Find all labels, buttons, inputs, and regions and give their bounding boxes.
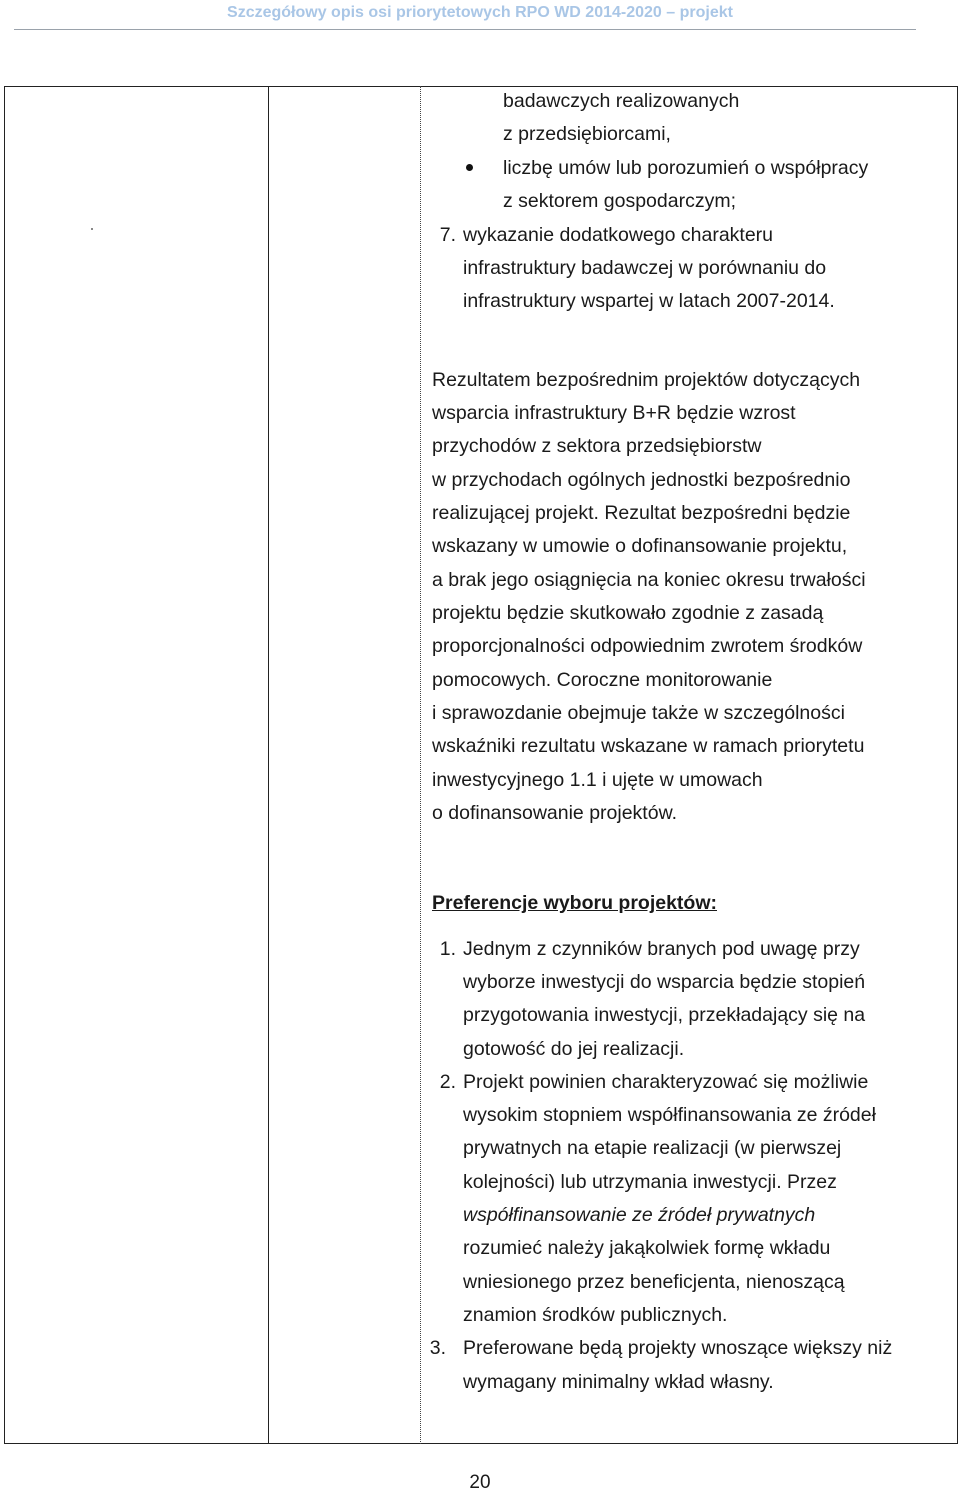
page-number: 20 bbox=[469, 1472, 491, 1493]
preference-2-line: kolejności) lub utrzymania inwestycji. Przez bbox=[463, 1171, 837, 1193]
bullet-continuation-line-1: badawczych realizowanych bbox=[503, 90, 740, 112]
preference-3-number: 3. bbox=[429, 1337, 446, 1359]
item-7-line-1: wykazanie dodatkowego charakteru bbox=[463, 224, 774, 246]
result-paragraph-line: i sprawozdanie obejmuje także w szczególności bbox=[432, 702, 845, 724]
preference-2-line: znamion środków publicznych. bbox=[463, 1304, 728, 1326]
preference-3-line: Preferowane będą projekty wnoszące większy niż bbox=[463, 1337, 893, 1359]
preference-1-line: wyborze inwestycji do wsparcia będzie stopień bbox=[463, 971, 866, 993]
preference-1-line: Jednym z czynników branych pod uwagę przy bbox=[463, 938, 860, 960]
preferences-heading: Preferencje wyboru projektów: bbox=[432, 892, 717, 914]
header-divider bbox=[14, 29, 916, 30]
preference-2-line: rozumieć należy jakąkolwiek formę wkładu bbox=[463, 1237, 831, 1259]
preference-2-line: Projekt powinien charakteryzować się możliwie bbox=[463, 1071, 869, 1093]
bullet-item-line-2: z sektorem gospodarczym; bbox=[503, 190, 737, 212]
preference-2-line-italic: współfinansowanie ze źródeł prywatnych bbox=[463, 1204, 816, 1226]
preference-1-line: gotowość do jej realizacji. bbox=[463, 1038, 685, 1060]
column-divider-1 bbox=[268, 86, 269, 1444]
result-paragraph-line: realizującej projekt. Rezultat bezpośredni będzie bbox=[432, 502, 851, 524]
preference-2-line: wniesionego przez beneficjenta, nienoszącą bbox=[463, 1271, 845, 1293]
preference-2-number: 2. bbox=[439, 1071, 456, 1093]
preference-1-line: przygotowania inwestycji, przekładający się na bbox=[463, 1004, 866, 1026]
result-paragraph-line: inwestycyjnego 1.1 i ujęte w umowach bbox=[432, 769, 763, 791]
bullet-item-line-1: liczbę umów lub porozumień o współpracy bbox=[503, 157, 869, 179]
cell-dot-mark bbox=[91, 228, 93, 230]
result-paragraph-line: przychodów z sektora przedsiębiorstw bbox=[432, 435, 762, 457]
result-paragraph-line: w przychodach ogólnych jednostki bezpośrednio bbox=[432, 469, 851, 491]
result-paragraph-line: wsparcia infrastruktury B+R będzie wzrost bbox=[432, 402, 796, 424]
preference-1-number: 1. bbox=[439, 938, 456, 960]
result-paragraph-line: o dofinansowanie projektów. bbox=[432, 802, 677, 824]
result-paragraph-line: wskazany w umowie o dofinansowanie projektu, bbox=[432, 535, 848, 557]
result-paragraph-line: proporcjonalności odpowiednim zwrotem środków bbox=[432, 635, 863, 657]
result-paragraph-line: Rezultatem bezpośrednim projektów dotyczących bbox=[432, 369, 861, 391]
bullet-dot bbox=[466, 164, 473, 171]
preference-2-line: wysokim stopniem współfinansowania ze źródeł bbox=[463, 1104, 876, 1126]
document-header: Szczegółowy opis osi priorytetowych RPO WD 2014-2020 – projekt bbox=[227, 4, 733, 21]
result-paragraph-line: projektu będzie skutkowało zgodnie z zasadą bbox=[432, 602, 824, 624]
preference-2-line: prywatnych na etapie realizacji (w pierwszej bbox=[463, 1137, 842, 1159]
item-7-line-2: infrastruktury badawczej w porównaniu do bbox=[463, 257, 827, 279]
result-paragraph-line: pomocowych. Coroczne monitorowanie bbox=[432, 669, 773, 691]
result-paragraph-line: wskaźniki rezultatu wskazane w ramach priorytetu bbox=[432, 735, 865, 757]
result-paragraph-line: a brak jego osiągnięcia na koniec okresu trwałości bbox=[432, 569, 866, 591]
bullet-continuation-line-2: z przedsiębiorcami, bbox=[503, 123, 671, 145]
column-divider-2 bbox=[420, 86, 421, 1444]
preference-3-line: wymagany minimalny wkład własny. bbox=[463, 1371, 774, 1393]
item-7-number: 7. bbox=[439, 224, 456, 246]
item-7-line-3: infrastruktury wspartej w latach 2007-2014. bbox=[463, 290, 835, 312]
